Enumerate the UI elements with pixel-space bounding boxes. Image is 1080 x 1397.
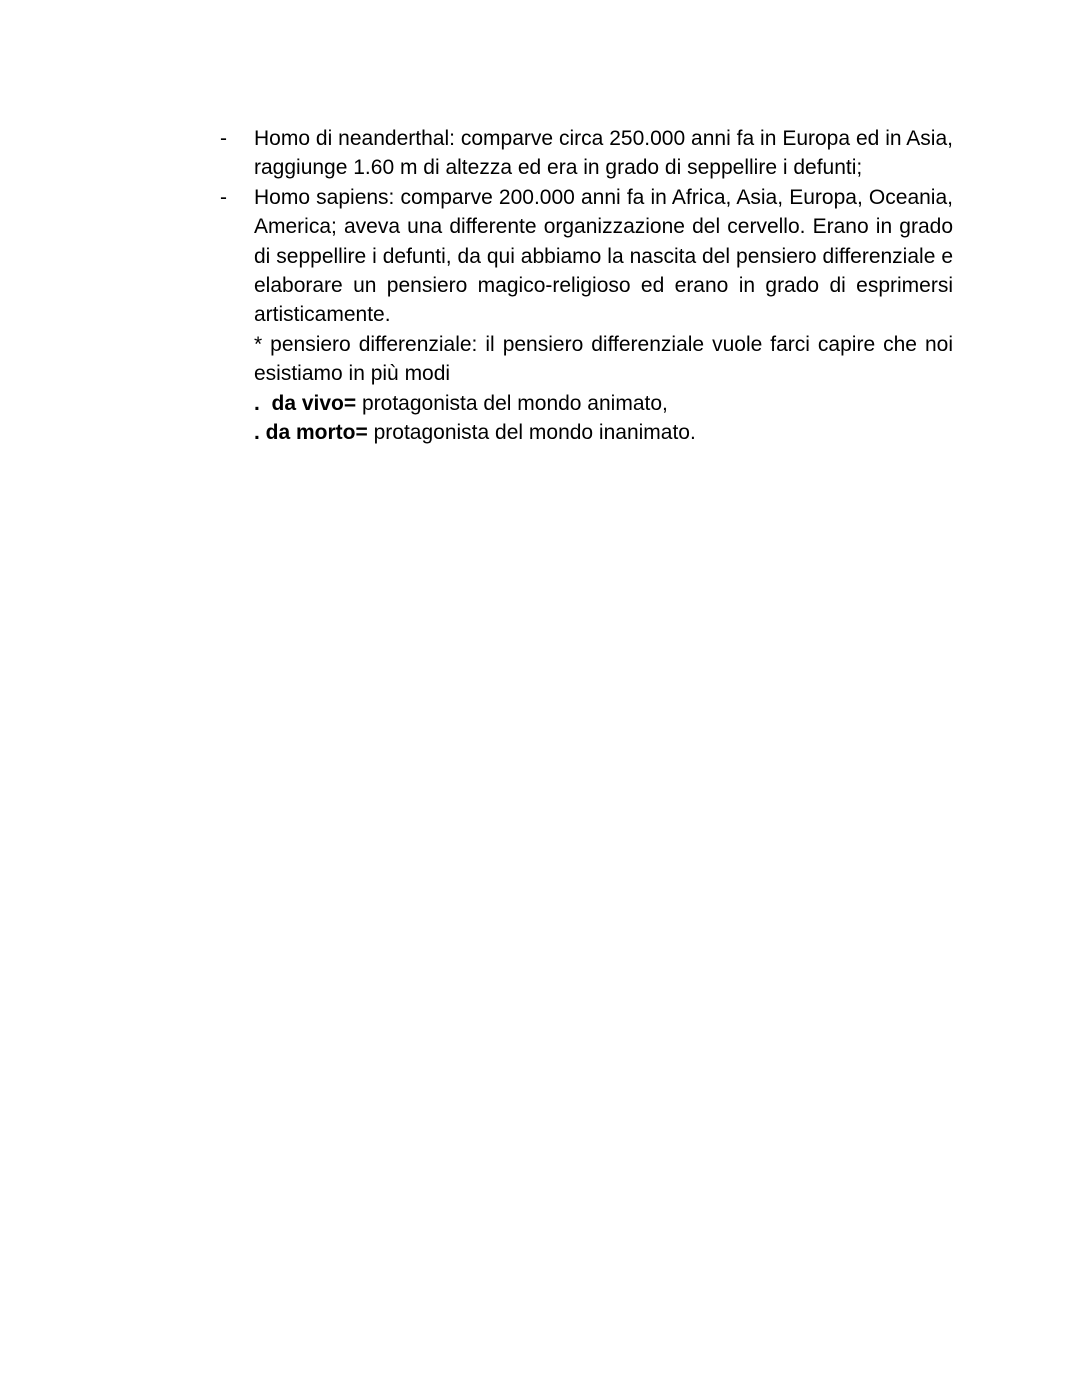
document-content	[220, 124, 953, 447]
list-item-text: Homo di neanderthal: comparve circa 250.000 anni fa in Europa ed in Asia, raggiunge 1.60 m di altezza ed era in grado di seppellire i defunti;	[254, 127, 953, 180]
sub-item-definition: protagonista del mondo animato,	[356, 391, 668, 415]
list-bullet: -	[220, 127, 227, 150]
sub-item-dead	[254, 418, 953, 447]
sub-item-term: da morto=	[265, 421, 368, 445]
sub-item-prefix: .	[254, 421, 266, 445]
sub-item-prefix: .	[254, 391, 272, 415]
sub-item-definition: protagonista del mondo inanimato.	[367, 421, 696, 445]
list-bullet: -	[220, 185, 227, 209]
list-item-text: Homo sapiens: comparve 200.000 anni fa in Africa, Asia, Europa, Oceania, America; aveva una differente organizzazione del cervello. Erano in grado di seppellire i defunti, da qui abbiamo la nascita del pensiero differenziale e elaborare un pensiero magico-religioso ed erano in grado di esprimersi artisticamente.	[254, 185, 953, 327]
sub-item-term: da vivo=	[271, 391, 357, 415]
definition-note: * pensiero differenziale: il pensiero differenziale vuole farci capire che noi esistiamo in più modi	[254, 332, 953, 386]
sub-item-alive	[254, 389, 953, 418]
list-item-sapiens	[220, 183, 953, 448]
list-item-neanderthal	[220, 124, 953, 183]
